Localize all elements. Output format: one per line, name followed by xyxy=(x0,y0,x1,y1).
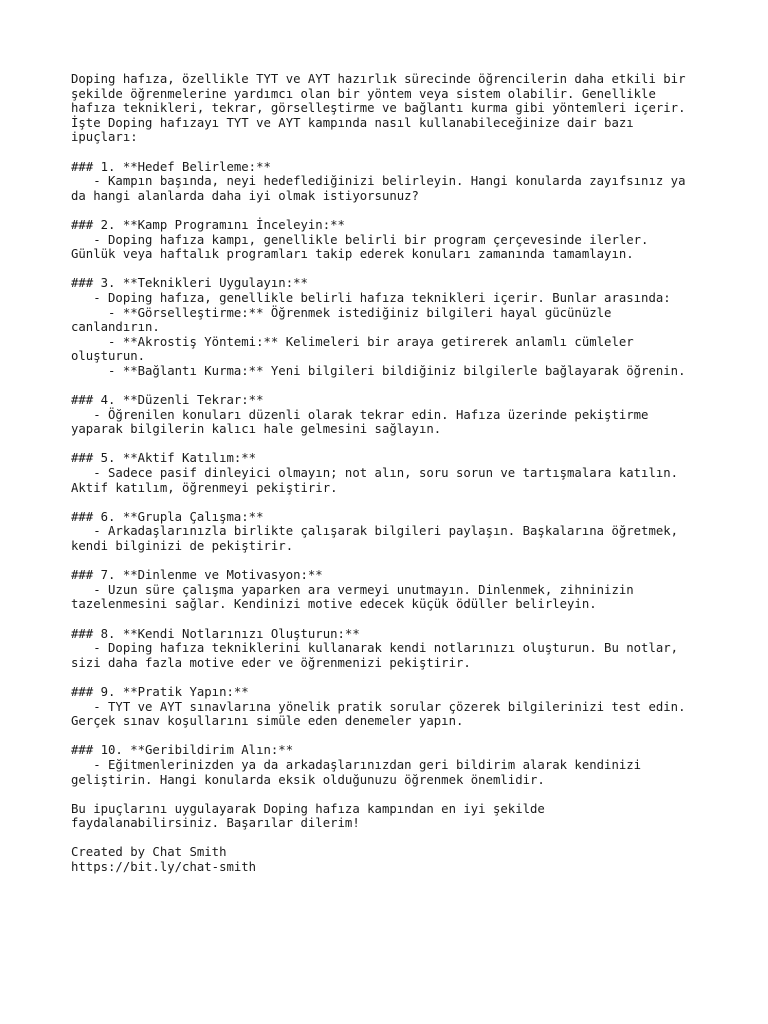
section-7 xyxy=(71,568,711,612)
section-line: - Öğrenilen konuları düzenli olarak tekrar edin. Hafıza üzerinde pekiştirme xyxy=(71,407,649,422)
section-line: - TYT ve AYT sınavlarına yönelik pratik sorular çözerek bilgilerinizi test edin. xyxy=(71,699,686,714)
section-heading: ### 10. **Geribildirim Alın:** xyxy=(71,743,294,758)
credit-url: https://bit.ly/chat-smith xyxy=(71,860,257,875)
section-line: Aktif katılım, öğrenmeyi pekiştirir. xyxy=(71,480,338,495)
section-2 xyxy=(71,218,711,262)
section-line: canlandırın. xyxy=(71,320,160,335)
section-line: - Eğitmenlerinizden ya da arkadaşlarınızdan geri bildirim alarak kendinizi xyxy=(71,757,642,772)
section-line: - Doping hafıza tekniklerini kullanarak kendi notlarınızı oluşturun. Bu notlar, xyxy=(71,641,679,656)
section-heading: ### 4. **Düzenli Tekrar:** xyxy=(71,393,264,408)
section-line: - **Bağlantı Kurma:** Yeni bilgileri bildiğiniz bilgilerle bağlayarak öğrenin. xyxy=(71,363,686,378)
section-line: Gerçek sınav koşullarını simüle eden denemeler yapın. xyxy=(71,714,464,729)
intro-line: ipuçları: xyxy=(71,130,138,145)
section-4 xyxy=(71,393,711,437)
section-line: - **Görselleştirme:** Öğrenmek istediğiniz bilgileri hayal gücünüzle xyxy=(71,305,612,320)
section-10 xyxy=(71,743,711,787)
intro-line: Doping hafıza, özellikle TYT ve AYT hazırlık sürecinde öğrencilerin daha etkili bir xyxy=(71,72,686,86)
intro-line: İşte Doping hafızayı TYT ve AYT kampında nasıl kullanabileceğinize dair bazı xyxy=(71,115,634,130)
section-line: kendi bilginizi de pekiştirir. xyxy=(71,539,294,553)
section-3 xyxy=(71,276,711,378)
section-line: oluşturun. xyxy=(71,349,146,364)
section-heading: ### 7. **Dinlenme ve Motivasyon:** xyxy=(71,568,323,583)
section-line: da hangi alanlarda daha iyi olmak istiyorsunuz? xyxy=(71,188,419,203)
intro-paragraph xyxy=(71,72,711,145)
section-heading: ### 5. **Aktif Katılım:** xyxy=(71,451,257,466)
section-8 xyxy=(71,627,711,671)
section-line: - Sadece pasif dinleyici olmayın; not alın, soru sorun ve tartışmalara katılın. xyxy=(71,466,679,481)
section-line: - Arkadaşlarınızla birlikte çalışarak bilgileri paylaşın. Başkalarına öğretmek, xyxy=(71,524,679,539)
section-line: sizi daha fazla motive eder ve öğrenmenizi pekiştirir. xyxy=(71,655,471,670)
closing-line: faydalanabilirsiniz. Başarılar dilerim! xyxy=(71,816,360,831)
credit-block xyxy=(71,845,711,874)
intro-line: hafıza teknikleri, tekrar, görselleştirme ve bağlantı kurma gibi yöntemleri içerir. xyxy=(71,101,686,116)
section-heading: ### 6. **Grupla Çalışma:** xyxy=(71,509,264,524)
section-line: - **Akrostiş Yöntemi:** Kelimeleri bir araya getirerek anlamlı cümleler xyxy=(71,334,634,349)
section-9 xyxy=(71,685,711,729)
section-1 xyxy=(71,160,711,204)
section-line: yaparak bilgilerin kalıcı hale gelmesini sağlayın. xyxy=(71,422,442,437)
section-line: - Kampın başında, neyi hedeflediğinizi belirleyin. Hangi konularda zayıfsınız ya xyxy=(71,174,686,189)
section-heading: ### 9. **Pratik Yapın:** xyxy=(71,684,249,699)
section-line: geliştirin. Hangi konularda eksik olduğunuzu öğrenmek önemlidir. xyxy=(71,772,545,787)
section-line: tazelenmesini sağlar. Kendinizi motive edecek küçük ödüller belirleyin. xyxy=(71,597,597,612)
section-line: - Doping hafıza kampı, genellikle belirli bir program çerçevesinde ilerler. xyxy=(71,232,649,247)
section-heading: ### 3. **Teknikleri Uygulayın:** xyxy=(71,276,308,291)
closing-line: Bu ipuçlarını uygulayarak Doping hafıza kampından en iyi şekilde xyxy=(71,801,545,816)
section-5 xyxy=(71,451,711,495)
intro-line: şekilde öğrenmelerine yardımcı olan bir yöntem veya sistem olabilir. Genellikle xyxy=(71,86,656,101)
section-line: - Doping hafıza, genellikle belirli hafıza teknikleri içerir. Bunlar arasında: xyxy=(71,290,671,305)
closing-paragraph xyxy=(71,802,711,831)
section-heading: ### 2. **Kamp Programını İnceleyin:** xyxy=(71,217,345,232)
section-line: - Uzun süre çalışma yaparken ara vermeyi unutmayın. Dinlenmek, zihninizin xyxy=(71,582,634,597)
section-line: Günlük veya haftalık programları takip ederek konuları zamanında tamamlayın. xyxy=(71,247,634,262)
section-heading: ### 8. **Kendi Notlarınızı Oluşturun:** xyxy=(71,626,360,641)
credit-author: Created by Chat Smith xyxy=(71,845,227,860)
section-6 xyxy=(71,510,711,554)
section-heading: ### 1. **Hedef Belirleme:** xyxy=(71,159,271,174)
document-page xyxy=(71,72,711,889)
